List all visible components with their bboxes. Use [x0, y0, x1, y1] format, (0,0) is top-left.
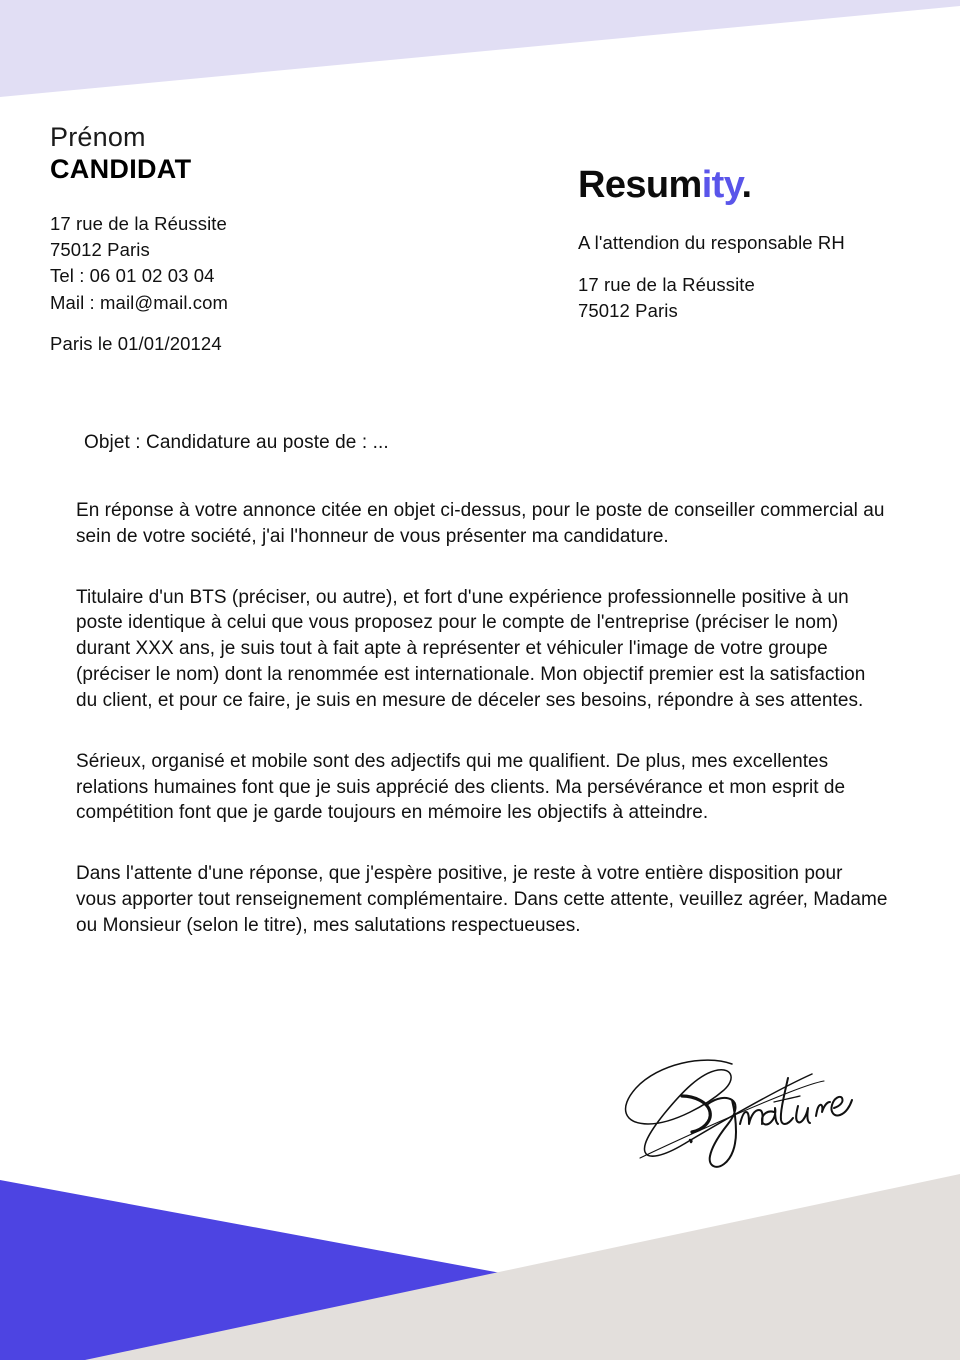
bottom-grey-triangle [85, 1174, 960, 1360]
letter-paragraph: Sérieux, organisé et mobile sont des adjectifs qui me qualifient. De plus, mes excellentes relations humaines font que je suis apprécié des clients. Ma persévérance et mon esprit de compétition font que je garde toujours en mémoire les objectifs à atteindre. [76, 750, 846, 824]
recipient-address-line-2: 75012 Paris [578, 300, 678, 322]
signature-image [612, 1052, 862, 1182]
logo-dot: . [741, 164, 752, 206]
sender-last-name: CANDIDAT [50, 153, 192, 184]
signature-strokes [612, 1052, 862, 1182]
sender-phone: Tel : 06 01 02 03 04 [50, 265, 215, 287]
sender-block [50, 122, 450, 355]
recipient-address-block [578, 272, 938, 325]
sender-email: Mail : mail@mail.com [50, 291, 229, 313]
sender-first-name: Prénom [50, 122, 146, 152]
letter-body [76, 498, 888, 939]
letter-paragraph: Titulaire d'un BTS (préciser, ou autre), et fort d'une expérience professionnelle positive à un poste identique à celui que vous proposez pour le compte de l'entreprise (préciser le nom) durant XXX ans, je suis tout à fait apte à représenter et véhiculer l'image de votre groupe (préciser le nom) dont la renommée est internationale. Mon objectif premier est la satisfaction du client, et pour ce faire, je suis en mesure de déceler ses besoins, répondre à ses attentes. [76, 586, 866, 711]
logo-text-primary: Resum [578, 164, 702, 206]
logo-text-accent: ity [701, 164, 742, 206]
letter-subject: Objet : Candidature au poste de : ... [84, 432, 389, 453]
recipient-attention-line: A l'attendion du responsable RH [578, 232, 845, 253]
brand-block [578, 166, 938, 325]
sender-address-line-2: 75012 Paris [50, 238, 150, 260]
sender-address-line-1: 17 rue de la Réussite [50, 212, 227, 234]
recipient-address-line-1: 17 rue de la Réussite [578, 274, 755, 295]
place-and-date: Paris le 01/01/20124 [50, 332, 222, 354]
bottom-blue-triangle [0, 1180, 760, 1360]
resumity-logo [578, 166, 938, 204]
letter-paragraph: Dans l'attente d'une réponse, que j'espère positive, je reste à votre entière disposition pour vous apporter tout renseignement complémentaire. Dans cette attente, veuillez agréer, Madame ou Monsieur (selon le titre), mes salutations respectueuses. [76, 863, 888, 936]
sender-contact-block [50, 211, 450, 316]
letter-paragraph: En réponse à votre annonce citée en objet ci-dessus, pour le poste de conseiller commercial au sein de votre société, j'ai l'honneur de vous présenter ma candidature. [76, 500, 885, 547]
letter-header [0, 0, 960, 380]
